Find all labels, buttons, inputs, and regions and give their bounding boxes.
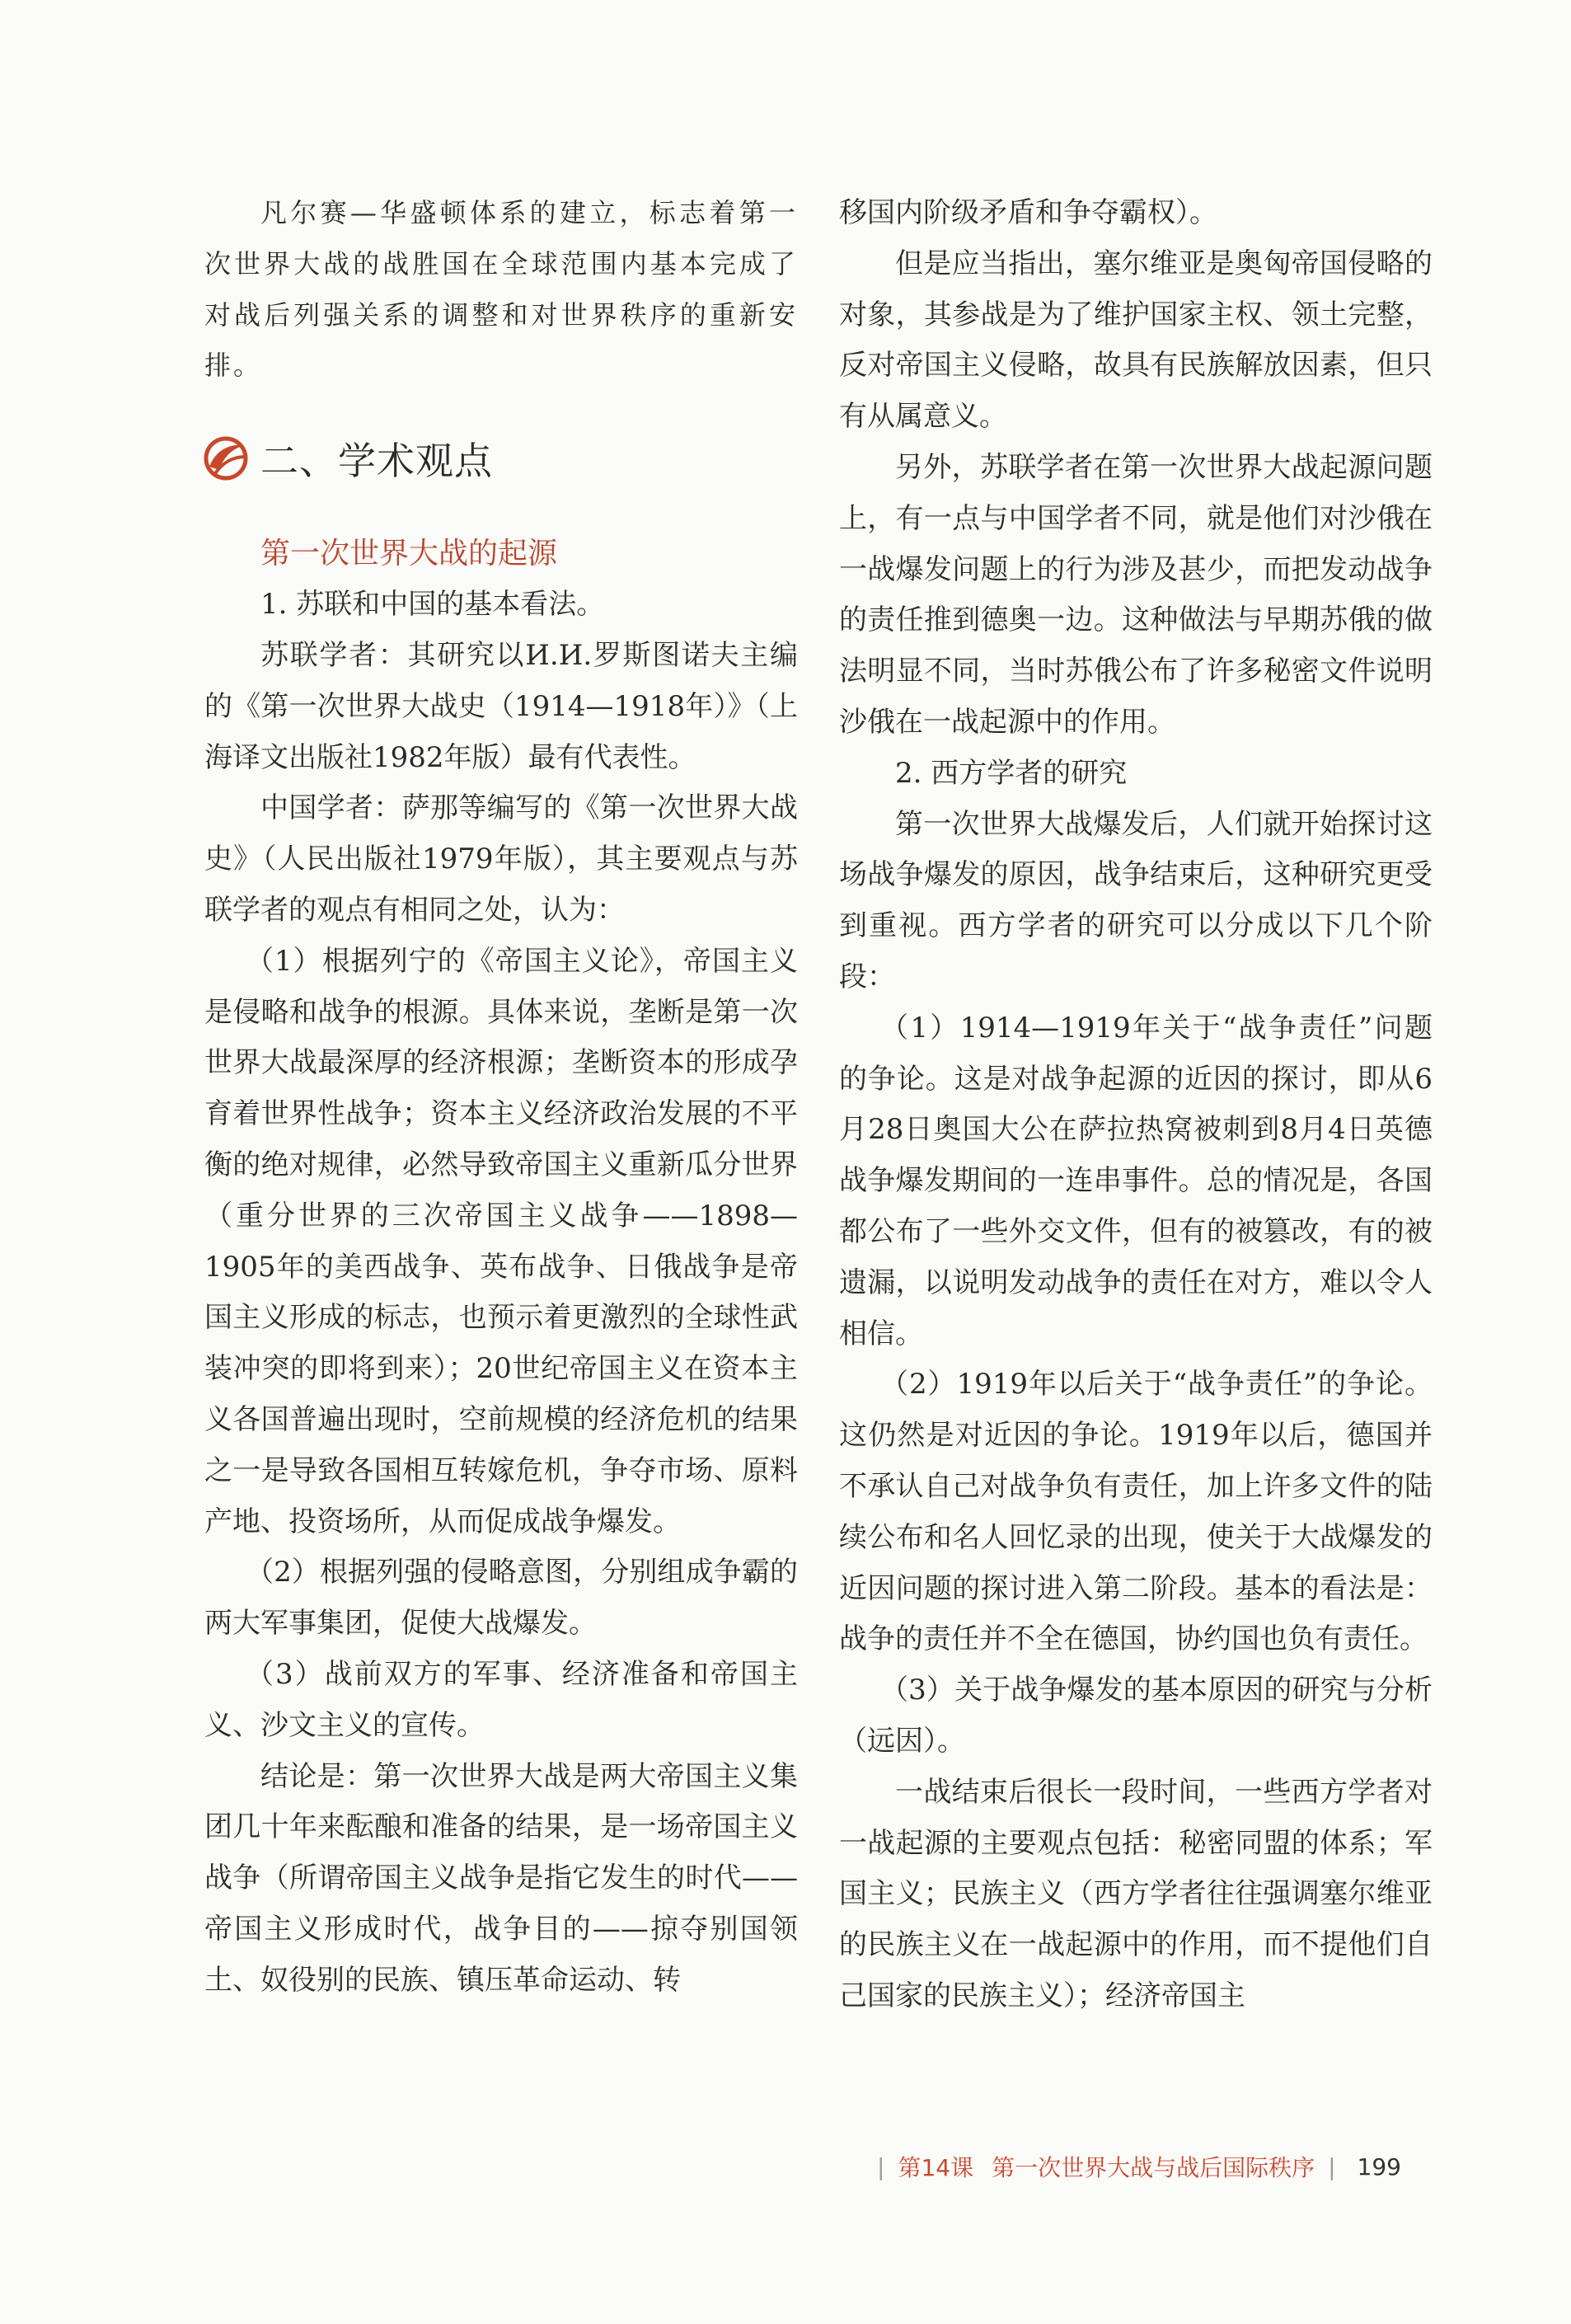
section-title: 二、学术观点: [260, 439, 493, 484]
paragraph: 结论是：第一次世界大战是两大帝国主义集团几十年来酝酿和准备的结果，是一场帝国主义战争（所谓帝国主义战争是指它发生的时代——帝国主义形成时代，战争目的——掠夺别国领土、奴役别的民族、镇压革命运动、转: [204, 1759, 798, 1997]
paragraph: （1）1914—1919年关于“战争责任”问题的争论。这是对战争起源的近因的探讨，即从6月28日奥国大公在萨拉热窝被刺到8月4日英德战争爆发期间的一连串事件。总的情况是，各国都公布了一些外交文件，但有的被篡改，有的被遗漏，以说明发动战争的责任在对方，难以令人相信。: [839, 1011, 1433, 1350]
paragraph: （1）根据列宁的《帝国主义论》，帝国主义是侵略和战争的根源。具体来说，垄断是第一次世界大战最深厚的经济根源；垄断资本的形成孕育着世界性战争；资本主义经济政治发展的不平衡的绝对规律，必然导致帝国主义重新瓜分世界（重分世界的三次帝国主义战争——1898—1905年的美西战争、英布战争、日俄战争是帝国主义形成的标志，也预示着更激烈的全球性武装冲突的即将到来）；20世纪帝国主义在资本主义各国普遍出现时，空前规模的经济危机的结果之一是导致各国相互转嫁危机，争夺市场、原料产地、投资场所，从而促成战争爆发。: [204, 944, 798, 1538]
subheading: 第一次世界大战的起源: [260, 537, 558, 571]
intro-paragraph: 凡尔赛—华盛顿体系的建立，标志着第一次世界大战的战胜国在全球范围内基本完成了对战后列强关系的调整和对世界秩序的重新安排。: [204, 197, 798, 382]
section-swirl-icon: [201, 434, 251, 483]
footer-divider: |: [1328, 2153, 1336, 2181]
paragraph: 1. 苏联和中国的基本看法。: [260, 588, 605, 622]
paragraph: 2. 西方学者的研究: [895, 756, 1128, 790]
page-number: 199: [1357, 2153, 1401, 2181]
page-footer: [864, 2148, 1401, 2185]
section-header: [201, 421, 798, 495]
paragraph: （3）关于战争爆发的基本原因的研究与分析（远因）。: [839, 1674, 1433, 1758]
paragraph: 移国内阶级矛盾和争夺霸权）。: [839, 196, 1217, 229]
paragraph: （2）根据列强的侵略意图，分别组成争霸的两大军事集团，促使大战爆发。: [204, 1556, 798, 1641]
paragraph: 中国学者：萨那等编写的《第一次世界大战史》（人民出版社1979年版），其主要观点与苏联学者的观点有相同之处，认为：: [204, 791, 798, 927]
paragraph: 另外，苏联学者在第一次世界大战起源问题上，有一点与中国学者不同，就是他们对沙俄在一战爆发问题上的行为涉及甚少，而把发动战争的责任推到德奥一边。这种做法与早期苏俄的做法明显不同，当时苏俄公布了许多秘密文件说明沙俄在一战起源中的作用。: [839, 450, 1433, 739]
paragraph: 一战结束后很长一段时间，一些西方学者对一战起源的主要观点包括：秘密同盟的体系；军国主义；民族主义（西方学者往往强调塞尔维亚的民族主义在一战起源中的作用，而不提他们自己国家的民族主义）；经济帝国主: [839, 1775, 1433, 2012]
left-column: [204, 188, 798, 2007]
paragraph: 但是应当指出，塞尔维亚是奥匈帝国侵略的对象，其参战是为了维护国家主权、领土完整，反对帝国主义侵略，故具有民族解放因素，但只有从属意义。: [839, 246, 1433, 434]
paragraph: 第一次世界大战爆发后，人们就开始探讨这场战争爆发的原因，战争结束后，这种研究更受到重视。西方学者的研究可以分成以下几个阶段：: [839, 807, 1433, 993]
paragraph: （2）1919年以后关于“战争责任”的争论。这仍然是对近因的争论。1919年以后，德国并不承认自己对战争负有责任，加上许多文件的陆续公布和名人回忆录的出现，使关于大战爆发的近因问题的探讨进入第二阶段。基本的看法是：战争的责任并不全在德国，协约国也负有责任。: [839, 1368, 1433, 1656]
right-column: [839, 188, 1433, 2022]
paragraph: 苏联学者：其研究以И.И.罗斯图诺夫主编的《第一次世界大战史（1914—1918年）》（上海译文出版社1982年版）最有代表性。: [204, 638, 798, 774]
footer-divider: |: [877, 2153, 885, 2181]
footer-title: 第一次世界大战与战后国际秩序: [992, 2154, 1315, 2181]
paragraph: （3）战前双方的军事、经济准备和帝国主义、沙文主义的宣传。: [204, 1657, 798, 1742]
footer-lesson: 第14课: [898, 2154, 974, 2181]
